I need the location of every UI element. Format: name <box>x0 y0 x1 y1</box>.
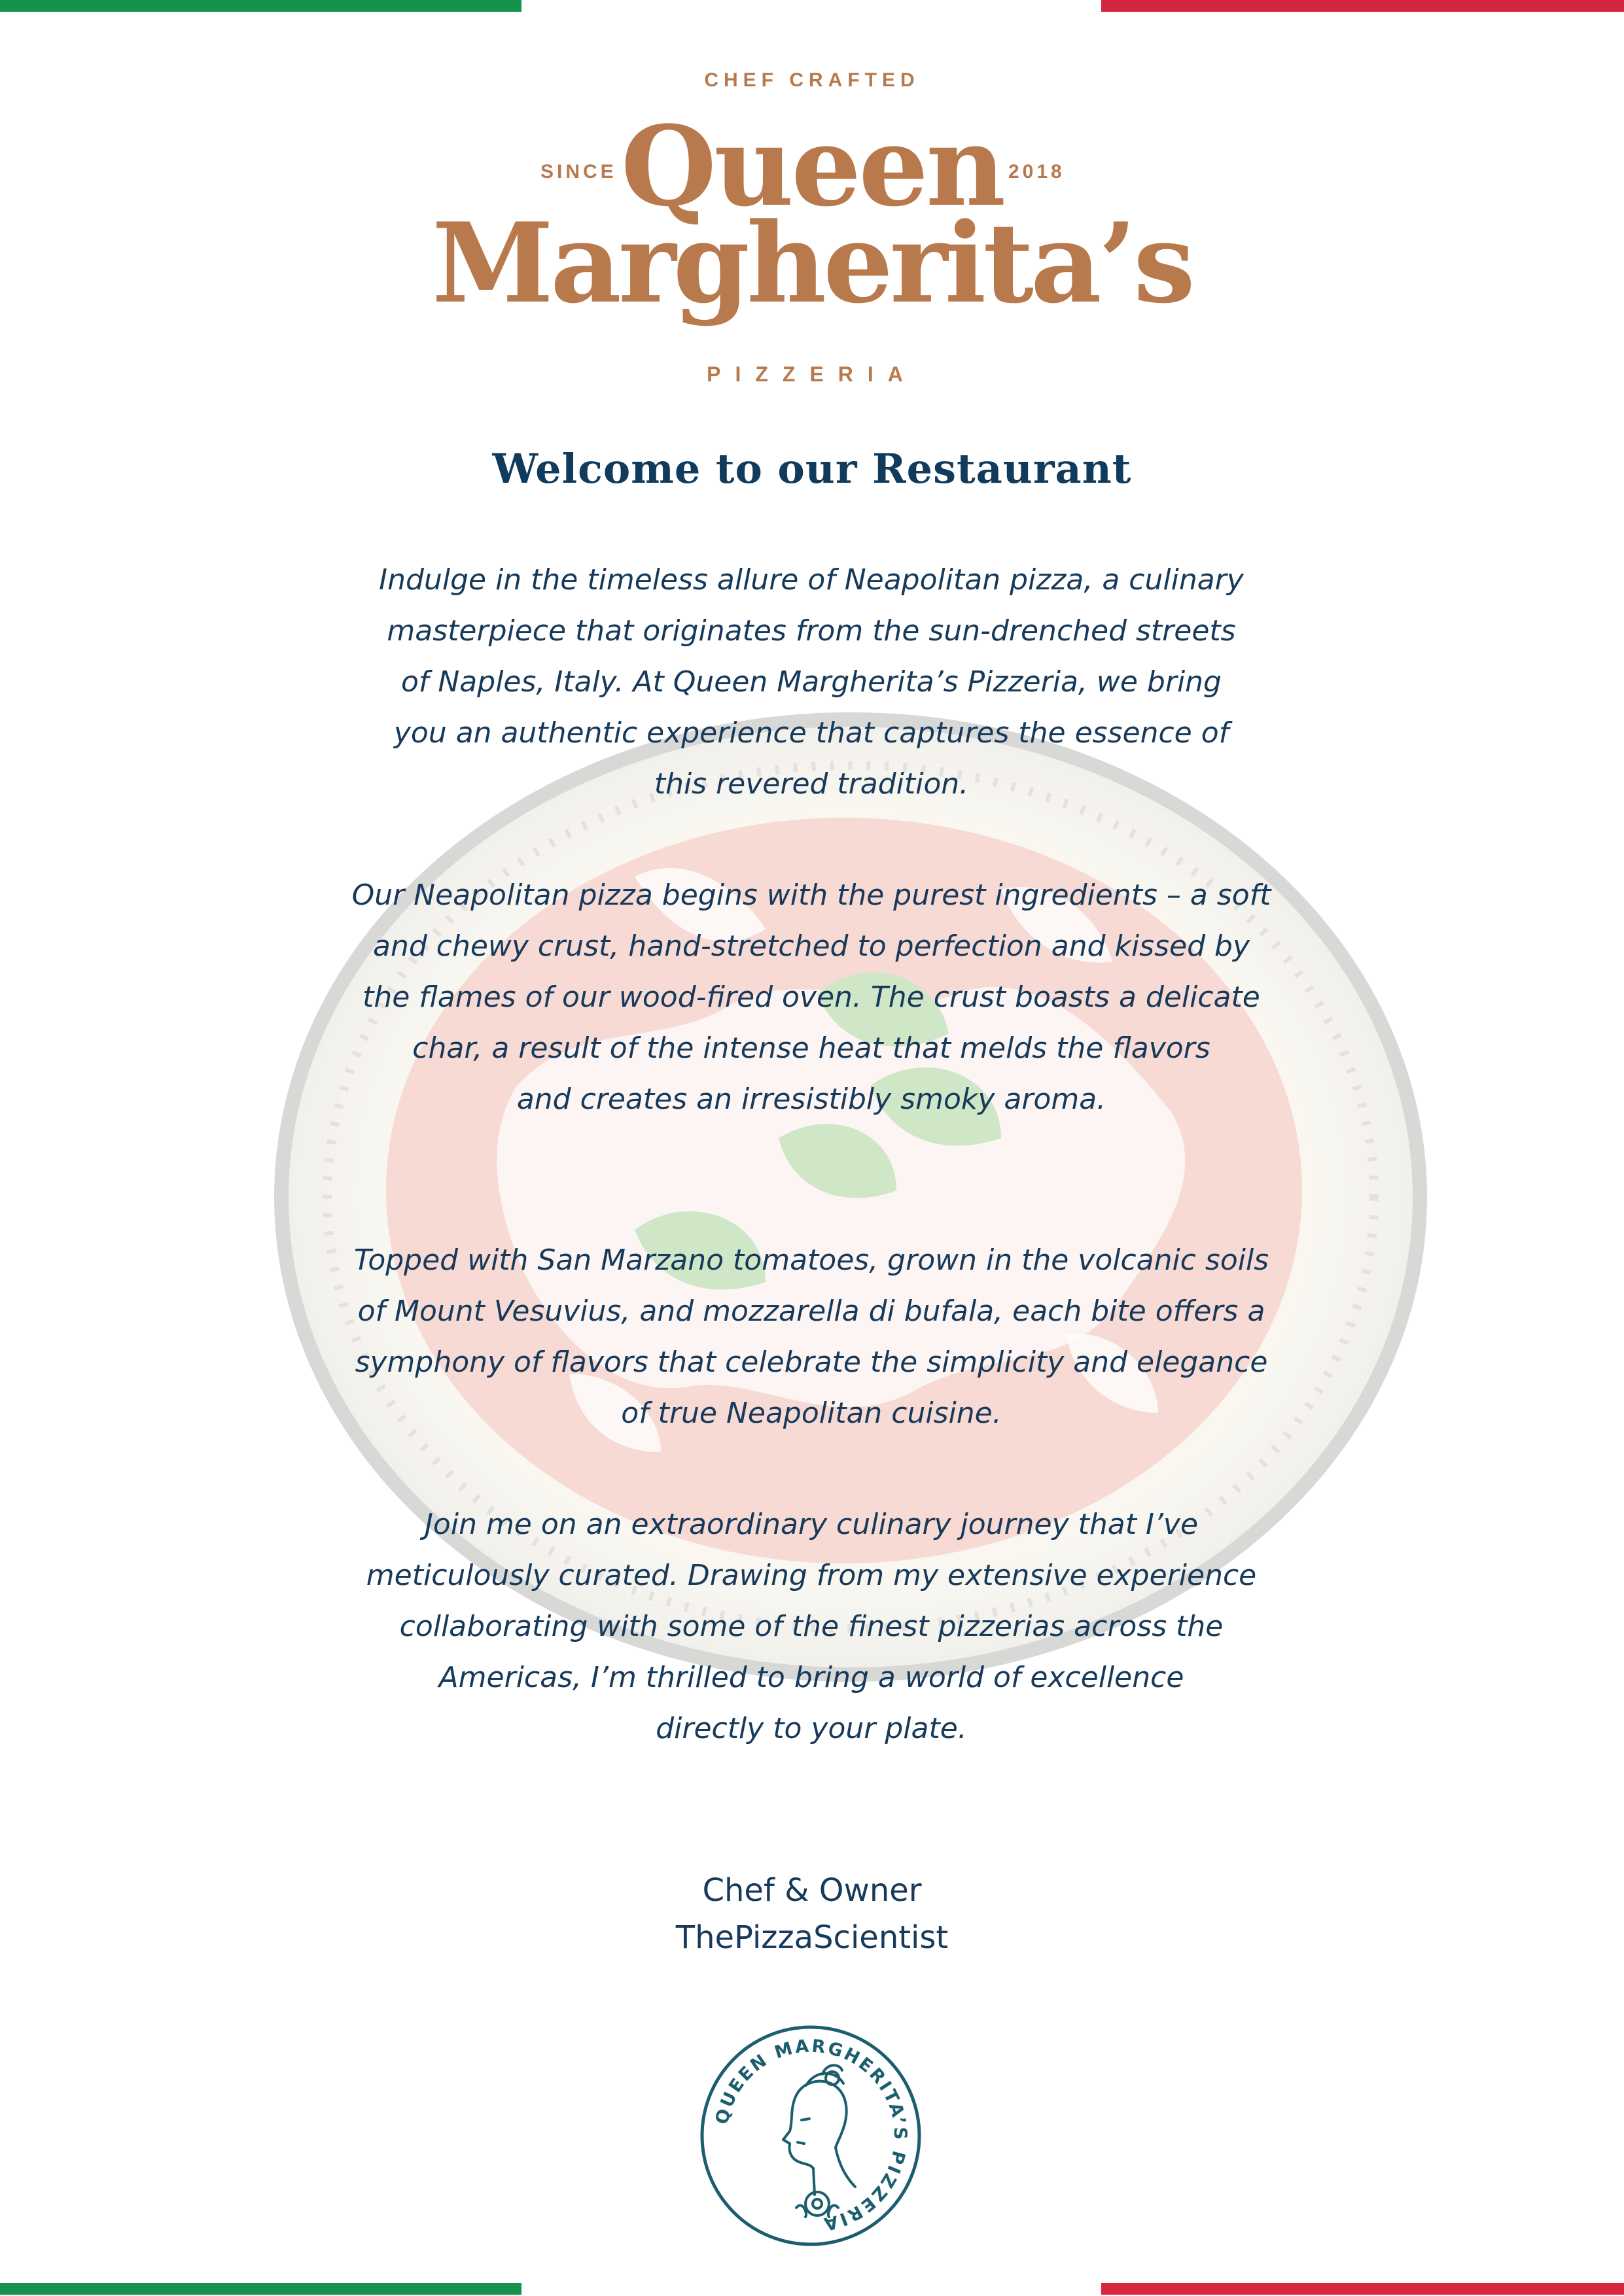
italian-flag-bar-green-top <box>0 0 521 12</box>
paragraph-line: collaborating with some of the finest pizzerias across the <box>399 1610 1224 1643</box>
italian-flag-bar-green-bottom <box>0 2283 521 2295</box>
paragraph-line: and creates an irresistibly smoky aroma. <box>516 1083 1106 1116</box>
paragraph-line: directly to your plate. <box>656 1712 967 1745</box>
paragraph-line: the flames of our wood-fired oven. The crust boasts a delicate <box>362 981 1260 1014</box>
pizzeria-seal-logo <box>698 2023 923 2248</box>
tagline-top: CHEF CRAFTED <box>704 69 920 91</box>
italian-flag-bar-red-top <box>1101 0 1624 12</box>
paragraph-line: Americas, I’m thrilled to bring a world of excellence <box>438 1661 1184 1694</box>
woman-portrait-icon <box>783 2065 855 2217</box>
paragraph-line: of true Neapolitan cuisine. <box>621 1397 1002 1430</box>
paragraph-line: and chewy crust, hand-stretched to perfection and kissed by <box>373 930 1250 963</box>
toppings-paragraph <box>327 1235 1296 1439</box>
brand-name-line2: Margherita’s <box>432 198 1192 328</box>
tagline-bottom: PIZZERIA <box>707 362 917 386</box>
paragraph-line: meticulously curated. Drawing from my extensive experience <box>366 1559 1257 1592</box>
paragraph-line: Indulge in the timeless allure of Neapolitan pizza, a culinary <box>379 563 1244 597</box>
signature-role: Chef & Owner <box>702 1872 922 1909</box>
paragraph-line: you an authentic experience that captures the essence of <box>393 716 1229 750</box>
paragraph-line: of Naples, Italy. At Queen Margherita’s Pizzeria, we bring <box>401 665 1222 699</box>
paragraph-line: Topped with San Marzano tomatoes, grown in the volcanic soils <box>353 1244 1269 1277</box>
paragraph-line: masterpiece that originates from the sun-drenched streets <box>387 614 1236 648</box>
paragraph-line: this revered tradition. <box>654 767 969 801</box>
crust-paragraph <box>327 870 1296 1125</box>
page-title: Welcome to our Restaurant <box>492 445 1132 493</box>
paragraph-line: of Mount Vesuvius, and mozzarella di bufala, each bite offers a <box>357 1295 1265 1328</box>
paragraph-line: char, a result of the intense heat that melds the flavors <box>412 1032 1210 1065</box>
svg-text:QUEEN MARGHERITA’S PIZZERIA <box>712 2036 910 2235</box>
journey-paragraph <box>327 1499 1296 1754</box>
italian-flag-bar-red-bottom <box>1101 2283 1624 2295</box>
since-label: SINCE <box>540 161 617 183</box>
paragraph-line: Our Neapolitan pizza begins with the purest ingredients – a soft <box>351 878 1271 912</box>
seal-text: QUEEN MARGHERITA’S PIZZERIA <box>711 2036 911 2235</box>
signature-name: ThePizzaScientist <box>675 1919 949 1956</box>
since-year: 2018 <box>1008 161 1065 183</box>
brand-name-line1: Queen <box>620 101 1004 231</box>
paragraph-line: symphony of flavors that celebrate the simplicity and elegance <box>355 1346 1268 1379</box>
paragraph-line: Join me on an extraordinary culinary journey that I’ve <box>424 1508 1199 1541</box>
intro-paragraph <box>314 555 1309 810</box>
